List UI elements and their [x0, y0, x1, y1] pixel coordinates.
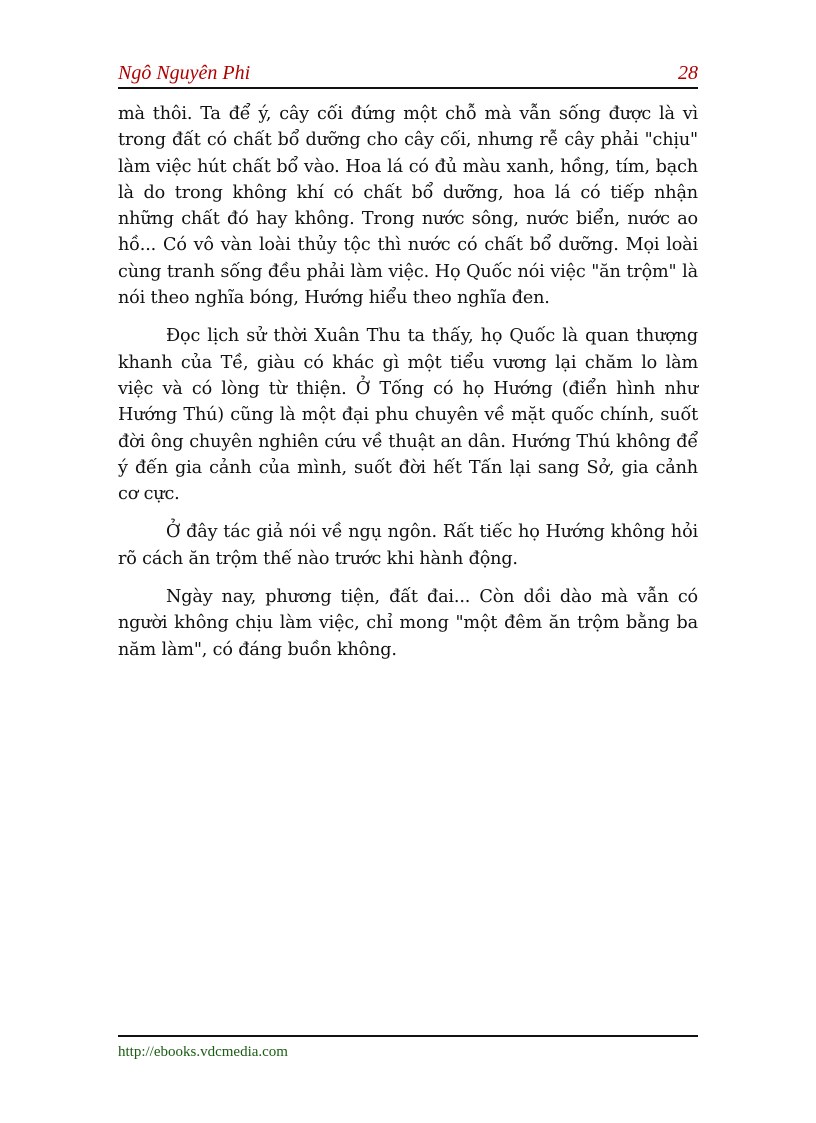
header-divider	[118, 87, 698, 89]
author-name: Ngô Nguyên Phi	[118, 62, 251, 84]
footer-website-link[interactable]: http://ebooks.vdcmedia.com	[118, 1044, 288, 1060]
paragraph: Đọc lịch sử thời Xuân Thu ta thấy, họ Quốc là quan thượng khanh của Tề, giàu có khác gì một tiểu vương lại chăm lo làm việc và có lòng từ thiện. Ở Tống có họ Hướng (điển hình như Hướng Thú) cũng là một đại phu chuyên về mặt quốc chính, suốt đời ông chuyên nghiên cứu về thuật an dân. Hướng Thú không để ý đến gia cảnh của mình, suốt đời hết Tấn lại sang Sở, gia cảnh cơ cực.	[118, 326, 698, 505]
paragraph: mà thôi. Ta để ý, cây cối đứng một chỗ mà vẫn sống được là vì trong đất có chất bổ dưỡng cho cây cối, nhưng rễ cây phải "chịu" làm việc hút chất bổ vào. Hoa lá có đủ màu xanh, hồng, tím, bạch là do trong không khí có chất bổ dưỡng, hoa lá có tiếp nhận những chất đó hay không. Trong nước sông, nước biển, nước ao hồ... Có vô vàn loài thủy tộc thì nước có chất bổ dưỡng. Mọi loài cùng tranh sống đều phải làm việc. Họ Quốc nói việc "ăn trộm" là nói theo nghĩa bóng, Hướng hiểu theo nghĩa đen.	[118, 104, 698, 309]
page-header	[118, 62, 698, 86]
paragraph: Ngày nay, phương tiện, đất đai... Còn dồi dào mà vẫn có người không chịu làm việc, chỉ mong "một đêm ăn trộm bằng ba năm làm", có đáng buồn không.	[118, 587, 698, 660]
paragraph: Ở đây tác giả nói về ngụ ngôn. Rất tiếc họ Hướng không hỏi rõ cách ăn trộm thế nào trước khi hành động.	[118, 522, 698, 569]
page-number: 28	[678, 62, 698, 84]
footer-divider	[118, 1035, 698, 1037]
body-text	[118, 101, 698, 675]
